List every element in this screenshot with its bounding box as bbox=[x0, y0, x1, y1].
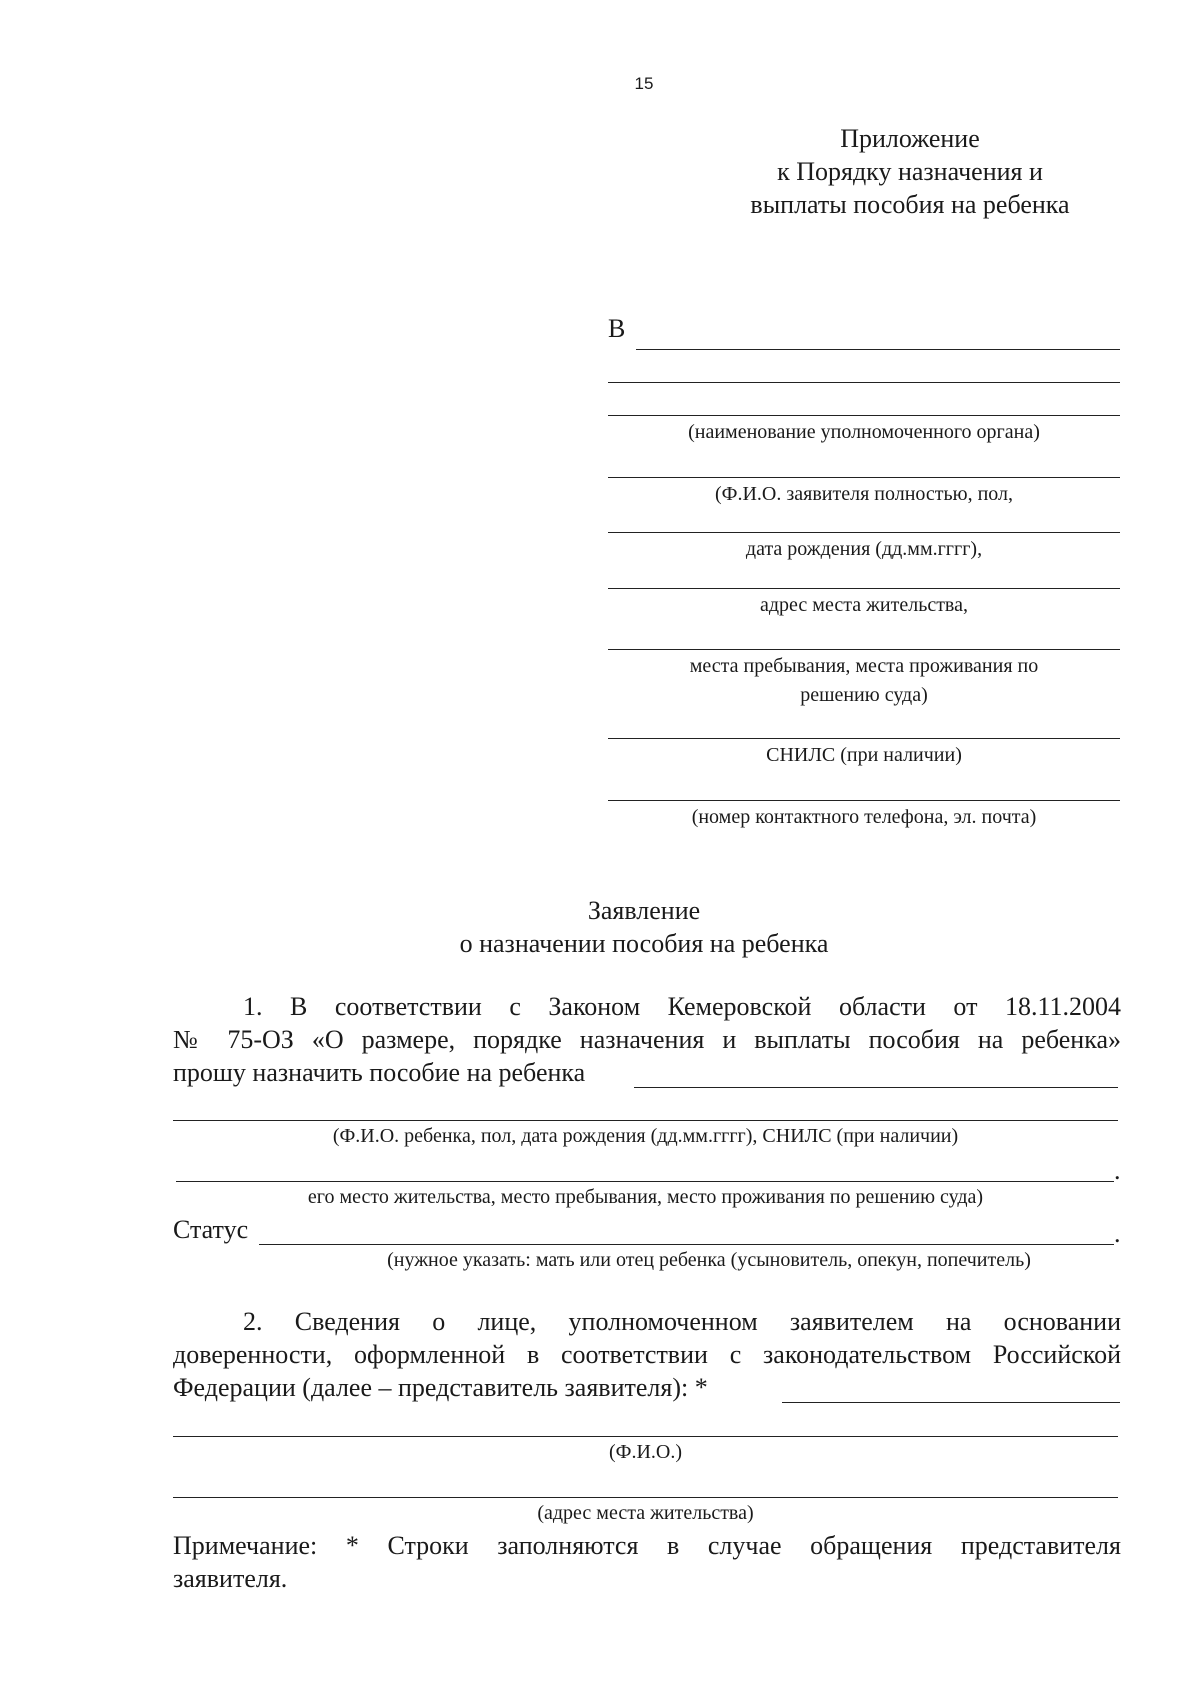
authority-field-line-1[interactable] bbox=[636, 349, 1120, 350]
applicant-caption-1: (Ф.И.О. заявителя полностью, пол, bbox=[715, 483, 1013, 505]
appendix-reference bbox=[700, 122, 1120, 221]
document-title-line-2: о назначении пособия на ребенка bbox=[459, 929, 829, 958]
section-1-line-1: 1. В соответствии с Законом Кемеровской области от 18.11.2004 bbox=[243, 992, 1121, 1021]
document-title-line-1: Заявление bbox=[587, 896, 701, 925]
section-2-line-2: доверенности, оформленной в соответствии с законодательством Российской bbox=[173, 1340, 1121, 1369]
representative-address-line[interactable] bbox=[173, 1497, 1118, 1498]
page-number: 15 bbox=[634, 74, 654, 93]
document-title bbox=[170, 894, 1118, 960]
status-field-line[interactable] bbox=[259, 1244, 1114, 1245]
section-2-line-1: 2. Сведения о лице, уполномоченном заявителем на основании bbox=[243, 1307, 1121, 1336]
applicant-caption-3: адрес места жительства, bbox=[760, 594, 968, 616]
contact-line[interactable] bbox=[608, 800, 1120, 801]
note-line-2: заявителя. bbox=[173, 1564, 288, 1593]
authority-field-line-2[interactable] bbox=[608, 382, 1120, 383]
status-caption: (нужное указать: мать или отец ребенка (усыновитель, опекун, попечитель) bbox=[387, 1249, 1031, 1271]
fio-caption: (Ф.И.О.) bbox=[608, 1441, 682, 1463]
authority-field-line-3[interactable] bbox=[608, 415, 1120, 416]
applicant-caption-2: дата рождения (дд.мм.гггг), bbox=[745, 538, 983, 560]
appendix-line-1: Приложение bbox=[840, 124, 980, 153]
applicant-address-line[interactable] bbox=[608, 588, 1120, 589]
child-residence-line[interactable] bbox=[176, 1181, 1114, 1182]
section-1-line-2: № 75-ОЗ «О размере, порядке назначения и выплаты пособия на ребенка» bbox=[173, 1025, 1121, 1054]
applicant-name-line[interactable] bbox=[608, 477, 1120, 478]
applicant-caption-4b: решению суда) bbox=[800, 684, 928, 706]
child-name-line-2[interactable] bbox=[173, 1120, 1118, 1121]
residence-caption: его место жительства, место пребывания, место проживания по решению суда) bbox=[307, 1186, 984, 1208]
representative-name-line-1[interactable] bbox=[782, 1402, 1120, 1403]
appendix-line-2: к Порядку назначения и bbox=[777, 157, 1043, 186]
contact-caption: (номер контактного телефона, эл. почта) bbox=[691, 806, 1037, 828]
section-2-line-3: Федерации (далее – представитель заявителя): * bbox=[173, 1373, 708, 1402]
section-1-line-3: прошу назначить пособие на ребенка bbox=[173, 1058, 586, 1087]
status-label: Статус bbox=[173, 1215, 249, 1244]
addressee-prefix: В bbox=[608, 314, 626, 343]
applicant-birthdate-line[interactable] bbox=[608, 532, 1120, 533]
child-caption: (Ф.И.О. ребенка, пол, дата рождения (дд.мм.гггг), СНИЛС (при наличии) bbox=[332, 1125, 959, 1147]
representative-name-line-2[interactable] bbox=[173, 1436, 1118, 1437]
child-residence-period: . bbox=[1114, 1156, 1121, 1185]
applicant-stay-line[interactable] bbox=[608, 649, 1120, 650]
snils-caption: СНИЛС (при наличии) bbox=[766, 744, 962, 766]
applicant-caption-4a: места пребывания, места проживания по bbox=[689, 655, 1039, 677]
status-period: . bbox=[1114, 1219, 1121, 1248]
child-name-line-1[interactable] bbox=[634, 1087, 1118, 1088]
snils-line[interactable] bbox=[608, 738, 1120, 739]
note-line-1: Примечание: * Строки заполняются в случае обращения представителя bbox=[173, 1531, 1121, 1560]
appendix-line-3: выплаты пособия на ребенка bbox=[750, 190, 1070, 219]
address-caption: (адрес места жительства) bbox=[537, 1502, 754, 1524]
authority-caption: (наименование уполномоченного органа) bbox=[688, 421, 1040, 443]
